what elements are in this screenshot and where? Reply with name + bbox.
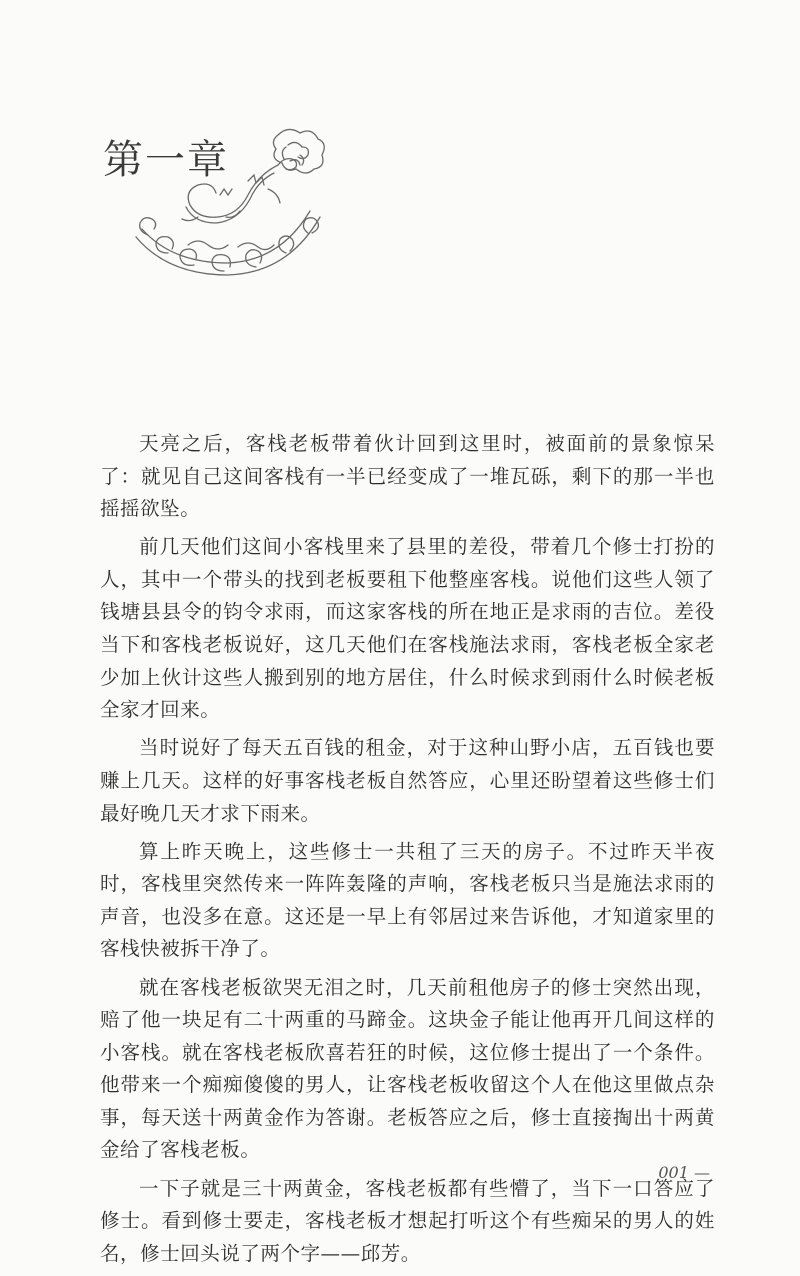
paragraph: 天亮之后，客栈老板带着伙计回到这里时，被面前的景象惊呆了：就见自己这间客栈有一半已经变成了一堆瓦砾，剩下的那一半也摇摇欲坠。	[100, 432, 715, 521]
paragraph: 当时说好了每天五百钱的租金，对于这种山野小店，五百钱也要赚上几天。这样的好事客栈老板自然答应，心里还盼望着这些修士们最好晚几天才求下雨来。	[100, 736, 715, 825]
chapter-title: 第一章	[103, 137, 229, 183]
paragraph: 前几天他们这间小客栈里来了县里的差役，带着几个修士打扮的人，其中一个带头的找到老板要租下他整座客栈。说他们这些人领了钱塘县县令的钧令求雨，而这家客栈的所在地正是求雨的吉位。差役当下和客栈老板说好，这几天他们在客栈施法求雨，客栈老板全家老少加上伙计这些人搬到别的地方居住，什么时候求到雨什么时候老板全家才回来。	[100, 535, 715, 722]
page-number: 001 —	[658, 1163, 710, 1182]
chapter-body	[100, 428, 715, 1276]
paragraph: 就在客栈老板欲哭无泪之时，几天前租他房子的修士突然出现，赔了他一块足有二十两重的马蹄金。这块金子能让他再开几间这样的小客栈。就在客栈老板欣喜若狂的时候，这位修士提出了一个条件。他带来一个痴痴傻傻的男人，让客栈老板收留这个人在他这里做点杂事，每天送十两黄金作为答谢。老板答应之后，修士直接掏出十两黄金给了客栈老板。	[100, 975, 715, 1162]
paragraph: 算上昨天晚上，这些修士一共租了三天的房子。不过昨天半夜时，客栈里突然传来一阵阵轰隆的声响，客栈老板只当是施法求雨的声音，也没多在意。这还是一早上有邻居过来告诉他，才知道家里的客栈快被拆干净了。	[100, 839, 715, 961]
paragraph: 一下子就是三十两黄金，客栈老板都有些懵了，当下一口答应了修士。看到修士要走，客栈老板才想起打听这个有些痴呆的男人的姓名，修士回头说了两个字——邱芳。	[100, 1176, 715, 1265]
